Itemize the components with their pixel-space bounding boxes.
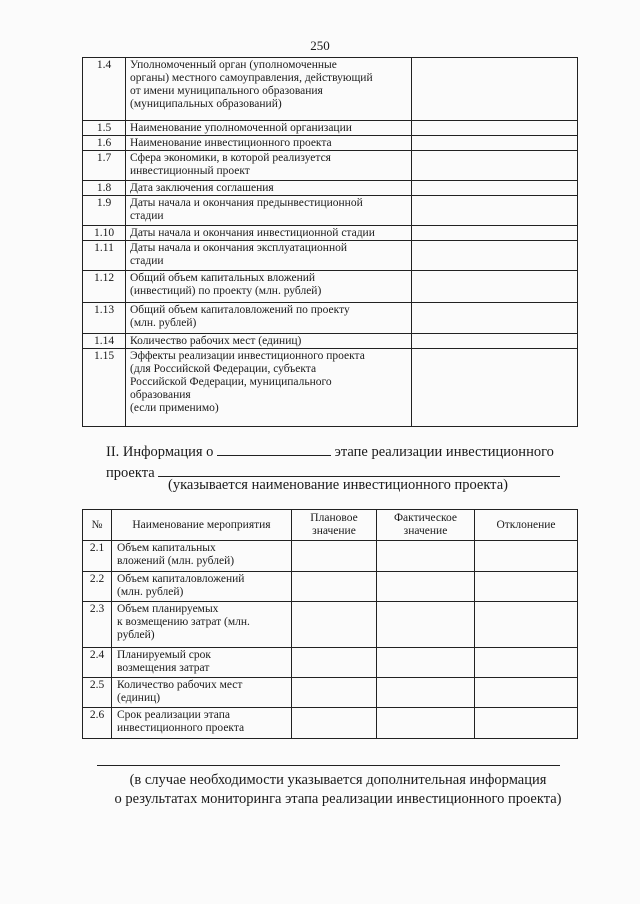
plan-value-cell[interactable] xyxy=(292,541,377,572)
row-label: Даты начала и окончания инвестиционной стадии xyxy=(126,226,412,241)
value-cell[interactable] xyxy=(412,151,578,181)
row-number: 2.5 xyxy=(83,678,112,708)
plan-value-cell[interactable] xyxy=(292,572,377,602)
row-label: Объем капиталовложений (млн. рублей) xyxy=(112,572,292,602)
header-num: № xyxy=(83,510,112,541)
row-label: Срок реализации этапа инвестиционного проекта xyxy=(112,708,292,739)
table-row xyxy=(83,151,578,181)
row-number: 2.2 xyxy=(83,572,112,602)
footer-note-line: о результатах мониторинга этапа реализации инвестиционного проекта) xyxy=(114,791,562,807)
row-label: Объем планируемых к возмещению затрат (млн. рублей) xyxy=(112,602,292,648)
table-row xyxy=(83,271,578,303)
deviation-cell[interactable] xyxy=(475,648,578,678)
deviation-cell[interactable] xyxy=(475,541,578,572)
footer-note-line: (в случае необходимости указывается дополнительная информация xyxy=(129,772,547,788)
row-label: Наименование уполномоченной организации xyxy=(126,121,412,136)
table-row xyxy=(83,572,578,602)
value-cell[interactable] xyxy=(412,241,578,271)
value-cell[interactable] xyxy=(412,349,578,427)
project-name-hint: (указывается наименование инвестиционного проекта) xyxy=(168,477,508,493)
heading-text: проекта xyxy=(106,465,155,481)
row-number: 1.7 xyxy=(83,151,126,181)
row-label: Даты начала и окончания эксплуатационной стадии xyxy=(126,241,412,271)
value-cell[interactable] xyxy=(412,226,578,241)
deviation-cell[interactable] xyxy=(475,708,578,739)
value-cell[interactable] xyxy=(412,334,578,349)
fact-value-cell[interactable] xyxy=(377,541,475,572)
value-cell[interactable] xyxy=(412,181,578,196)
row-label: Дата заключения соглашения xyxy=(126,181,412,196)
table-row xyxy=(83,678,578,708)
project-name-blank-field[interactable] xyxy=(158,462,560,477)
table-row xyxy=(83,226,578,241)
row-label: Количество рабочих мест (единиц) xyxy=(112,678,292,708)
row-number: 1.14 xyxy=(83,334,126,349)
row-label: Количество рабочих мест (единиц) xyxy=(126,334,412,349)
row-label: Сфера экономики, в которой реализуется инвестиционный проект xyxy=(126,151,412,181)
row-label: Эффекты реализации инвестиционного проекта (для Российской Федерации, субъекта Российской Федерации, муниципального образования (если применимо) xyxy=(126,349,412,427)
row-label: Наименование инвестиционного проекта xyxy=(126,136,412,151)
table-row xyxy=(83,648,578,678)
header-name: Наименование мероприятия xyxy=(112,510,292,541)
row-number: 1.5 xyxy=(83,121,126,136)
fact-value-cell[interactable] xyxy=(377,602,475,648)
fact-value-cell[interactable] xyxy=(377,572,475,602)
table-row xyxy=(83,241,578,271)
deviation-cell[interactable] xyxy=(475,572,578,602)
value-cell[interactable] xyxy=(412,136,578,151)
row-number: 1.6 xyxy=(83,136,126,151)
value-cell[interactable] xyxy=(412,196,578,226)
row-number: 1.4 xyxy=(83,58,126,121)
table-row xyxy=(83,334,578,349)
row-label: Общий объем капиталовложений по проекту (млн. рублей) xyxy=(126,303,412,334)
table-row xyxy=(83,181,578,196)
stage-blank-field[interactable] xyxy=(217,441,331,456)
header-deviation: Отклонение xyxy=(475,510,578,541)
row-number: 2.1 xyxy=(83,541,112,572)
row-number: 1.10 xyxy=(83,226,126,241)
header-plan: Плановое значение xyxy=(292,510,377,541)
plan-value-cell[interactable] xyxy=(292,648,377,678)
plan-value-cell[interactable] xyxy=(292,602,377,648)
row-number: 1.15 xyxy=(83,349,126,427)
value-cell[interactable] xyxy=(412,58,578,121)
value-cell[interactable] xyxy=(412,271,578,303)
fact-value-cell[interactable] xyxy=(377,648,475,678)
row-number: 1.8 xyxy=(83,181,126,196)
row-number: 1.11 xyxy=(83,241,126,271)
row-label: Общий объем капитальных вложений (инвестиций) по проекту (млн. рублей) xyxy=(126,271,412,303)
heading-text: этапе реализации инвестиционного xyxy=(334,444,554,460)
page-number: 250 xyxy=(310,38,330,53)
table-row xyxy=(83,541,578,572)
heading-text: II. Информация о xyxy=(106,444,214,460)
row-label: Даты начала и окончания предынвестиционной стадии xyxy=(126,196,412,226)
table-row xyxy=(83,303,578,334)
row-number: 2.4 xyxy=(83,648,112,678)
stage-monitoring-table xyxy=(82,509,578,739)
footer-note xyxy=(0,771,640,809)
deviation-cell[interactable] xyxy=(475,602,578,648)
row-number: 1.13 xyxy=(83,303,126,334)
row-number: 1.12 xyxy=(83,271,126,303)
table-row xyxy=(83,58,578,121)
table-row xyxy=(83,602,578,648)
table-row xyxy=(83,349,578,427)
row-label: Планируемый срок возмещения затрат xyxy=(112,648,292,678)
plan-value-cell[interactable] xyxy=(292,678,377,708)
additional-info-blank-line[interactable] xyxy=(97,765,560,766)
table-header-row xyxy=(83,510,578,541)
plan-value-cell[interactable] xyxy=(292,708,377,739)
table-row xyxy=(83,121,578,136)
row-number: 2.3 xyxy=(83,602,112,648)
table-row xyxy=(83,136,578,151)
fact-value-cell[interactable] xyxy=(377,678,475,708)
header-fact: Фактическое значение xyxy=(377,510,475,541)
row-number: 2.6 xyxy=(83,708,112,739)
row-label: Объем капитальных вложений (млн. рублей) xyxy=(112,541,292,572)
project-info-table xyxy=(82,57,578,427)
row-number: 1.9 xyxy=(83,196,126,226)
deviation-cell[interactable] xyxy=(475,678,578,708)
fact-value-cell[interactable] xyxy=(377,708,475,739)
value-cell[interactable] xyxy=(412,121,578,136)
table-row xyxy=(83,708,578,739)
table-row xyxy=(83,196,578,226)
row-label: Уполномоченный орган (уполномоченные органы) местного самоуправления, действующий от имени муниципального образования (муниципальных образований) xyxy=(126,58,412,121)
value-cell[interactable] xyxy=(412,303,578,334)
